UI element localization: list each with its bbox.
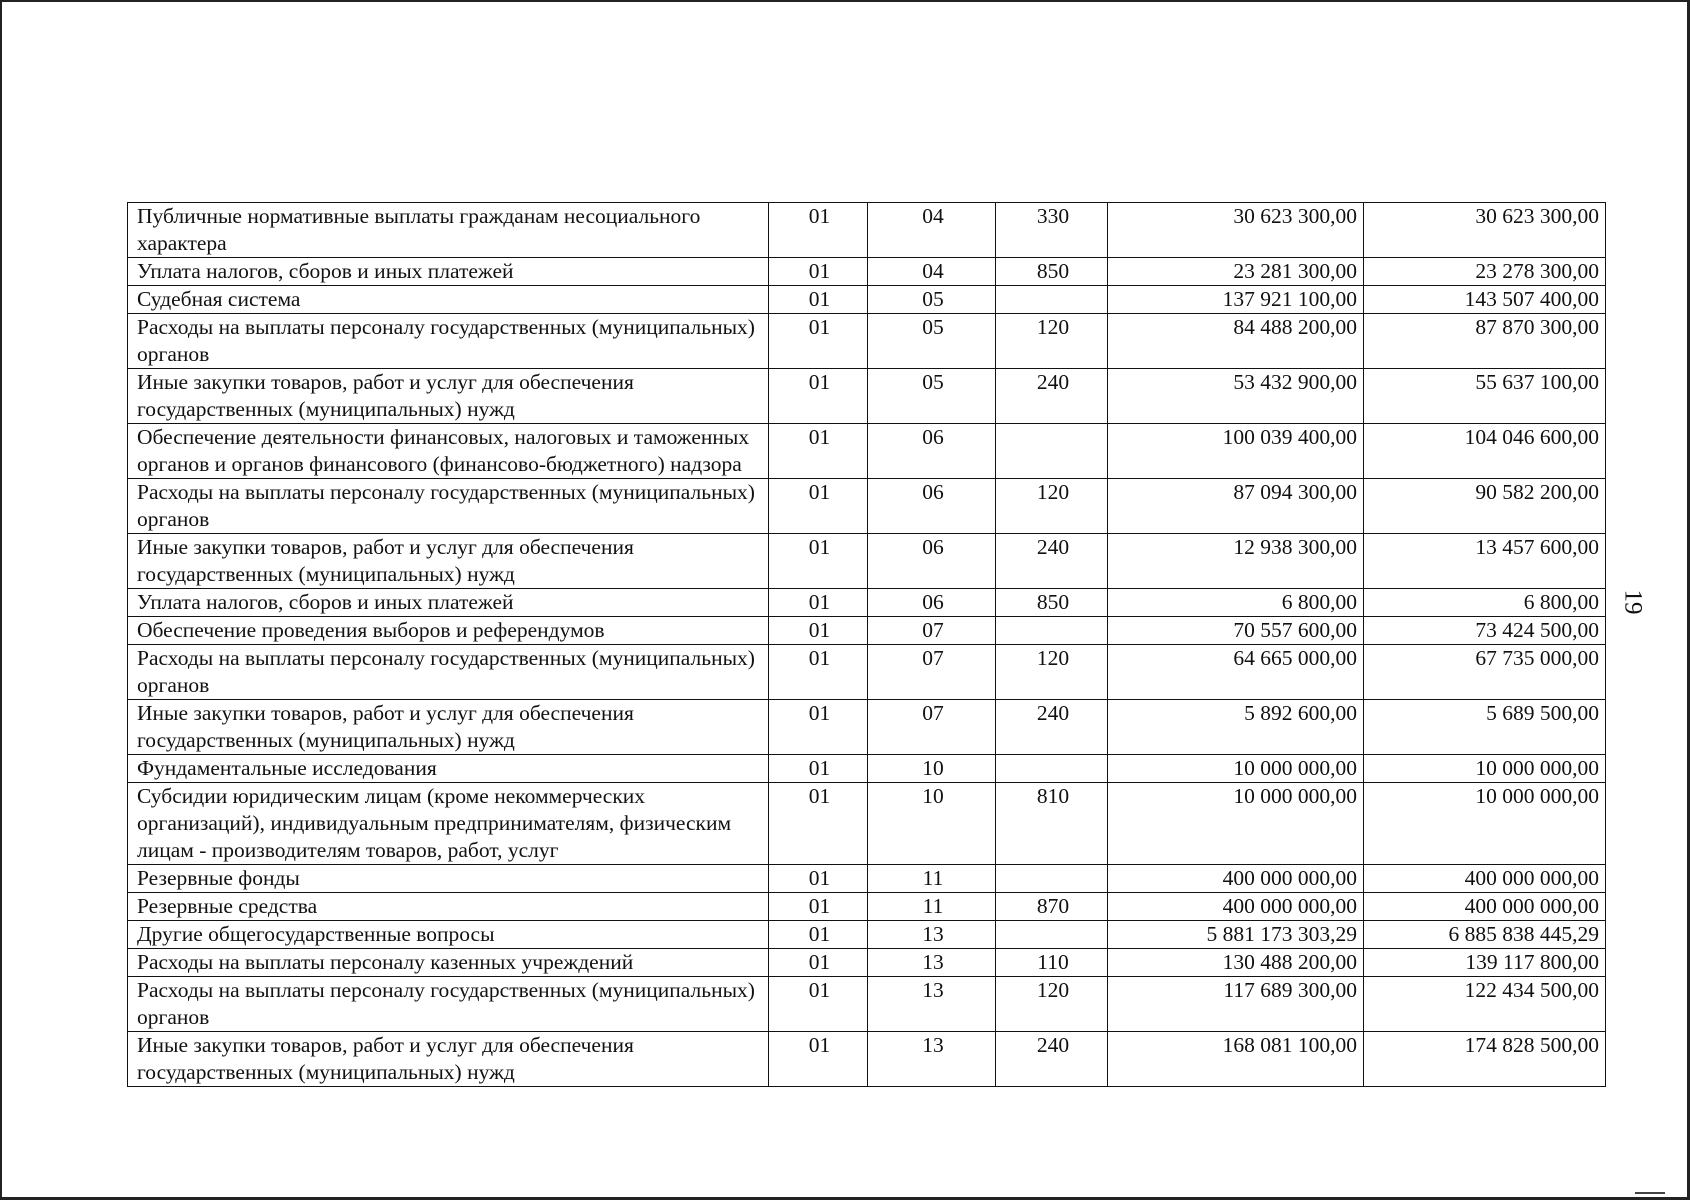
row-amount-year2-cell: 55 637 100,00 <box>1364 369 1606 424</box>
row-section-code-cell: 01 <box>769 949 868 977</box>
row-name-cell: Резервные средства <box>128 893 769 921</box>
row-amount-year2-cell: 122 434 500,00 <box>1364 977 1606 1032</box>
row-amount-year1-cell: 168 081 100,00 <box>1108 1032 1364 1087</box>
row-subsection-code-cell: 06 <box>868 534 996 589</box>
row-amount-year1-cell: 5 892 600,00 <box>1108 700 1364 755</box>
row-section-code-cell: 01 <box>769 977 868 1032</box>
row-section-code-cell: 01 <box>769 893 868 921</box>
row-section-code-cell: 01 <box>769 286 868 314</box>
row-amount-year2-cell: 143 507 400,00 <box>1364 286 1606 314</box>
row-section-code-cell: 01 <box>769 755 868 783</box>
row-subsection-code-cell: 05 <box>868 286 996 314</box>
row-expense-type-cell: 240 <box>996 1032 1108 1087</box>
row-amount-year1-cell: 30 623 300,00 <box>1108 203 1364 258</box>
row-amount-year1-cell: 84 488 200,00 <box>1108 314 1364 369</box>
row-expense-type-cell: 870 <box>996 893 1108 921</box>
row-amount-year1-cell: 12 938 300,00 <box>1108 534 1364 589</box>
table-row <box>128 1032 1606 1087</box>
table-row <box>128 479 1606 534</box>
row-section-code-cell: 01 <box>769 369 868 424</box>
row-name-cell: Иные закупки товаров, работ и услуг для обеспечения государственных (муниципальных) нужд <box>128 534 769 589</box>
row-subsection-code-cell: 13 <box>868 1032 996 1087</box>
row-section-code-cell: 01 <box>769 589 868 617</box>
row-name-cell: Иные закупки товаров, работ и услуг для обеспечения государственных (муниципальных) нужд <box>128 369 769 424</box>
row-section-code-cell: 01 <box>769 617 868 645</box>
row-amount-year2-cell: 400 000 000,00 <box>1364 865 1606 893</box>
row-section-code-cell: 01 <box>769 258 868 286</box>
row-amount-year2-cell: 30 623 300,00 <box>1364 203 1606 258</box>
row-amount-year2-cell: 5 689 500,00 <box>1364 700 1606 755</box>
row-amount-year1-cell: 87 094 300,00 <box>1108 479 1364 534</box>
row-expense-type-cell: 120 <box>996 479 1108 534</box>
row-expense-type-cell: 850 <box>996 258 1108 286</box>
row-section-code-cell: 01 <box>769 921 868 949</box>
row-name-cell: Резервные фонды <box>128 865 769 893</box>
row-subsection-code-cell: 07 <box>868 617 996 645</box>
row-amount-year1-cell: 5 881 173 303,29 <box>1108 921 1364 949</box>
row-amount-year1-cell: 70 557 600,00 <box>1108 617 1364 645</box>
row-name-cell: Расходы на выплаты персоналу государственных (муниципальных) органов <box>128 314 769 369</box>
row-expense-type-cell: 120 <box>996 314 1108 369</box>
row-subsection-code-cell: 10 <box>868 755 996 783</box>
sheet-edge-left <box>0 0 2 1200</box>
row-subsection-code-cell: 05 <box>868 369 996 424</box>
row-section-code-cell: 01 <box>769 700 868 755</box>
row-section-code-cell: 01 <box>769 783 868 865</box>
table-row <box>128 783 1606 865</box>
row-name-cell: Расходы на выплаты персоналу казенных учреждений <box>128 949 769 977</box>
row-amount-year2-cell: 174 828 500,00 <box>1364 1032 1606 1087</box>
row-section-code-cell: 01 <box>769 479 868 534</box>
row-amount-year1-cell: 10 000 000,00 <box>1108 755 1364 783</box>
table-row <box>128 589 1606 617</box>
row-name-cell: Публичные нормативные выплаты гражданам несоциального характера <box>128 203 769 258</box>
page-number: 19 <box>1619 589 1647 615</box>
row-expense-type-cell: 240 <box>996 369 1108 424</box>
budget-table-body <box>128 203 1606 1087</box>
row-expense-type-cell: 850 <box>996 589 1108 617</box>
row-subsection-code-cell: 07 <box>868 645 996 700</box>
row-subsection-code-cell: 11 <box>868 893 996 921</box>
row-expense-type-cell: 240 <box>996 700 1108 755</box>
table-row <box>128 865 1606 893</box>
row-name-cell: Фундаментальные исследования <box>128 755 769 783</box>
row-amount-year2-cell: 104 046 600,00 <box>1364 424 1606 479</box>
row-expense-type-cell <box>996 755 1108 783</box>
table-row <box>128 755 1606 783</box>
row-subsection-code-cell: 07 <box>868 700 996 755</box>
row-amount-year1-cell: 137 921 100,00 <box>1108 286 1364 314</box>
row-name-cell: Другие общегосударственные вопросы <box>128 921 769 949</box>
row-amount-year2-cell: 13 457 600,00 <box>1364 534 1606 589</box>
row-section-code-cell: 01 <box>769 865 868 893</box>
row-amount-year1-cell: 400 000 000,00 <box>1108 893 1364 921</box>
table-row <box>128 424 1606 479</box>
table-row <box>128 893 1606 921</box>
row-subsection-code-cell: 13 <box>868 977 996 1032</box>
table-row <box>128 203 1606 258</box>
row-amount-year1-cell: 53 432 900,00 <box>1108 369 1364 424</box>
row-subsection-code-cell: 10 <box>868 783 996 865</box>
table-row <box>128 700 1606 755</box>
row-subsection-code-cell: 04 <box>868 258 996 286</box>
row-subsection-code-cell: 06 <box>868 424 996 479</box>
table-row <box>128 977 1606 1032</box>
row-amount-year2-cell: 90 582 200,00 <box>1364 479 1606 534</box>
row-name-cell: Расходы на выплаты персоналу государственных (муниципальных) органов <box>128 645 769 700</box>
row-amount-year2-cell: 6 885 838 445,29 <box>1364 921 1606 949</box>
table-row <box>128 534 1606 589</box>
table-row <box>128 286 1606 314</box>
sheet-edge-top <box>0 0 1690 2</box>
table-row <box>128 949 1606 977</box>
row-amount-year2-cell: 23 278 300,00 <box>1364 258 1606 286</box>
row-section-code-cell: 01 <box>769 534 868 589</box>
row-expense-type-cell <box>996 865 1108 893</box>
row-amount-year2-cell: 10 000 000,00 <box>1364 783 1606 865</box>
row-amount-year1-cell: 117 689 300,00 <box>1108 977 1364 1032</box>
row-name-cell: Расходы на выплаты персоналу государственных (муниципальных) органов <box>128 977 769 1032</box>
row-expense-type-cell: 120 <box>996 645 1108 700</box>
row-name-cell: Судебная система <box>128 286 769 314</box>
row-name-cell: Уплата налогов, сборов и иных платежей <box>128 258 769 286</box>
row-expense-type-cell: 240 <box>996 534 1108 589</box>
table-row <box>128 258 1606 286</box>
row-subsection-code-cell: 04 <box>868 203 996 258</box>
row-name-cell: Иные закупки товаров, работ и услуг для обеспечения государственных (муниципальных) нужд <box>128 700 769 755</box>
row-amount-year1-cell: 23 281 300,00 <box>1108 258 1364 286</box>
row-name-cell: Обеспечение проведения выборов и референдумов <box>128 617 769 645</box>
row-expense-type-cell: 810 <box>996 783 1108 865</box>
row-amount-year1-cell: 64 665 000,00 <box>1108 645 1364 700</box>
row-subsection-code-cell: 11 <box>868 865 996 893</box>
row-name-cell: Расходы на выплаты персоналу государственных (муниципальных) органов <box>128 479 769 534</box>
row-amount-year1-cell: 10 000 000,00 <box>1108 783 1364 865</box>
row-subsection-code-cell: 06 <box>868 589 996 617</box>
budget-table <box>127 202 1606 1087</box>
row-subsection-code-cell: 06 <box>868 479 996 534</box>
row-amount-year2-cell: 67 735 000,00 <box>1364 645 1606 700</box>
row-expense-type-cell <box>996 617 1108 645</box>
row-name-cell: Иные закупки товаров, работ и услуг для обеспечения государственных (муниципальных) нужд <box>128 1032 769 1087</box>
table-row <box>128 921 1606 949</box>
scan-artifact <box>1635 1182 1665 1194</box>
row-name-cell: Обеспечение деятельности финансовых, налоговых и таможенных органов и органов финансового (финансово-бюджетного) надзора <box>128 424 769 479</box>
row-amount-year2-cell: 6 800,00 <box>1364 589 1606 617</box>
row-amount-year2-cell: 400 000 000,00 <box>1364 893 1606 921</box>
row-expense-type-cell: 120 <box>996 977 1108 1032</box>
row-section-code-cell: 01 <box>769 203 868 258</box>
row-subsection-code-cell: 13 <box>868 949 996 977</box>
row-section-code-cell: 01 <box>769 1032 868 1087</box>
table-row <box>128 645 1606 700</box>
row-expense-type-cell <box>996 424 1108 479</box>
row-amount-year1-cell: 6 800,00 <box>1108 589 1364 617</box>
row-amount-year1-cell: 100 039 400,00 <box>1108 424 1364 479</box>
table-row <box>128 617 1606 645</box>
row-amount-year1-cell: 130 488 200,00 <box>1108 949 1364 977</box>
table-row <box>128 314 1606 369</box>
row-section-code-cell: 01 <box>769 424 868 479</box>
row-name-cell: Уплата налогов, сборов и иных платежей <box>128 589 769 617</box>
row-expense-type-cell <box>996 921 1108 949</box>
row-amount-year2-cell: 10 000 000,00 <box>1364 755 1606 783</box>
row-name-cell: Субсидии юридическим лицам (кроме некоммерческих организаций), индивидуальным предпринимателям, физическим лицам - производителям товаров, работ, услуг <box>128 783 769 865</box>
row-expense-type-cell: 330 <box>996 203 1108 258</box>
row-section-code-cell: 01 <box>769 645 868 700</box>
row-subsection-code-cell: 05 <box>868 314 996 369</box>
row-amount-year2-cell: 73 424 500,00 <box>1364 617 1606 645</box>
row-amount-year2-cell: 139 117 800,00 <box>1364 949 1606 977</box>
table-row <box>128 369 1606 424</box>
row-expense-type-cell: 110 <box>996 949 1108 977</box>
row-expense-type-cell <box>996 286 1108 314</box>
row-section-code-cell: 01 <box>769 314 868 369</box>
row-amount-year1-cell: 400 000 000,00 <box>1108 865 1364 893</box>
row-amount-year2-cell: 87 870 300,00 <box>1364 314 1606 369</box>
row-subsection-code-cell: 13 <box>868 921 996 949</box>
